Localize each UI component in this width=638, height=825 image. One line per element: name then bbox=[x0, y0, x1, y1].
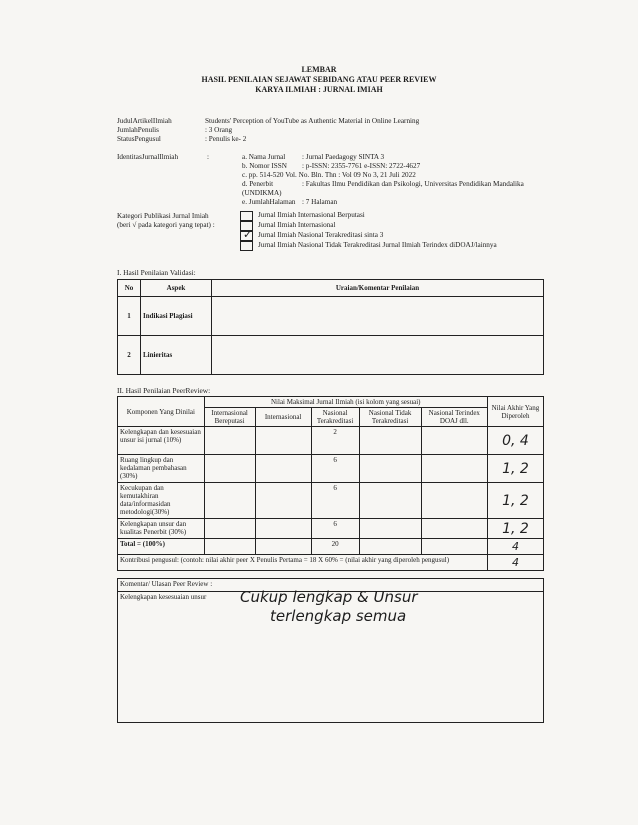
table-row: Kelengkapan dan kesesuaian unsur isi jurnal (10%) 2 0, 4 bbox=[118, 427, 544, 455]
col-nasional-tidak: Nasional Tidak Terakreditasi bbox=[359, 408, 421, 427]
pp-vol-row: c. pp. 514-520 Vol. No. Bln. Thn : Vol 09 No 3, 21 Juli 2022 bbox=[242, 171, 416, 179]
table-row: Kelengkapan unsur dan kualitas Penerbit (30%) 6 1, 2 bbox=[118, 519, 544, 539]
document-page: LEMBAR HASIL PENILAIAN SEJAWAT SEBIDANG ATAU PEER REVIEW KARYA ILMIAH : JURNAL IMIAH JudulArtikelIlmiah Students' Perception of YouTube as Authentic Material in Online Learning JumlahPenulis : 3 Orang StatusPengusul : Penulis ke- 2 IdentitasJurnalIlmiah : a. Nama Jurnal : Jurnal Paedagogy SINTA 3 b. Nomor ISSN : p-ISSN: 2355-7761 e-ISSN: 2722-4627 c. pp. 514-520 Vol. No. Bln. Thn : Vol 09 No 3, 21 Juli 2022 d. Penerbit : Fakultas Ilmu Pendidikan dan Psikologi, Universitas Pendidikan Mandalika (UNDIKMA) e. JumlahHalaman : 7 Halaman Kategori Publikasi Jurnal Imiah (beri √ pada kategori yang tepat) : Jurnal Ilmiah Internasional Berputasi Jurnal Ilmiah Internasional ✓ Jurnal Ilmiah Nasional Terakreditasi sinta 3 Jurnal Ilmiah Nasional Tidak Terakreditasi Jurnal Ilmiah Terindex diDOAJ/lainnya I. Hasil Penilaian Validasi: No Aspek Uraian/Komentar Penilaian 1 Indikasi Plagiasi 2 Linieritas II. Hasil Penilaian PeerReview: Komponen Yang Dinilai Nilai Maksimal Jurnal Ilmiah (isi kolom yang sesuai) Nilai Akhir Yang Diperoleh Internasional Bereputasi Internasional Nasional Terakreditasi Nasional Tidak Terakreditasi Nasional Terindex DOAJ dll. Kelengkapan dan kesesuaian unsur isi jurnal (10%) 2 0, 4 Ruang lingkup dan kedalaman pembahasan (30%) 6 1, 2 Kecukupan dan kemutakhiran data/informasidan metodologi(30%) 6 1, 2 Kelengkapan unsur dan kualitas Penerbit (30%) 6 1, 2 Total = (100%) 20 4 Kontribusi pengusul: (contoh: nilai akhir peer X Penulis Pertama = 18 X 60% = (nilai akhir yang diperoleh pengusul) 4 Komentar/ Ulasan Peer Review : Kelengkapan kesesuaian unsur Cukup lengkap & Unsur terlengkap semua bbox=[0, 0, 638, 825]
issn-row: b. Nomor ISSN : p-ISSN: 2355-7761 e-ISSN: 2722-4627 bbox=[242, 162, 421, 170]
penerbit-cont: (UNDIKMA) bbox=[242, 189, 282, 197]
identitas-colon: : bbox=[207, 153, 209, 161]
handwritten-comment: Cukup lengkap & Unsur terlengkap semua bbox=[240, 588, 418, 625]
uraian-cell[interactable] bbox=[212, 297, 544, 336]
table-row: 2 Linieritas bbox=[118, 336, 544, 375]
col-komponen: Komponen Yang Dinilai bbox=[118, 397, 205, 427]
jumlah-halaman-row: e. JumlahHalaman : 7 Halaman bbox=[242, 198, 338, 206]
judul-label: JudulArtikelIlmiah bbox=[117, 117, 172, 125]
komentar-label[interactable]: Kelengkapan kesesuaian unsur bbox=[118, 592, 544, 723]
col-uraian: Uraian/Komentar Penilaian bbox=[212, 280, 544, 297]
col-aspek: Aspek bbox=[141, 280, 212, 297]
penerbit-row: d. Penerbit : Fakultas Ilmu Pendidikan dan Psikologi, Universitas Pendidikan Mandalika bbox=[242, 180, 524, 188]
jumlah-penulis-value: : 3 Orang bbox=[205, 126, 233, 134]
col-no: No bbox=[118, 280, 141, 297]
nilai-akhir-handwritten: 1, 2 bbox=[487, 483, 543, 519]
col-internasional: Internasional bbox=[255, 408, 311, 427]
col-intl-bereputasi: Internasional Bereputasi bbox=[204, 408, 255, 427]
title-karya-ilmiah: KARYA ILMIAH : JURNAL IMIAH bbox=[255, 85, 383, 94]
validasi-heading: I. Hasil Penilaian Validasi: bbox=[117, 268, 196, 277]
checkbox[interactable] bbox=[240, 241, 253, 251]
col-nasional-terakreditasi: Nasional Terakreditasi bbox=[311, 408, 359, 427]
nilai-akhir-handwritten: 1, 2 bbox=[487, 455, 543, 483]
identitas-label: IdentitasJurnalIlmiah bbox=[117, 153, 179, 161]
status-pengusul-label: StatusPengusul bbox=[117, 135, 161, 143]
table-row: 1 Indikasi Plagiasi bbox=[118, 297, 544, 336]
col-nilai-maksimal: Nilai Maksimal Jurnal Ilmiah (isi kolom yang sesuai) bbox=[204, 397, 487, 408]
col-nilai-akhir: Nilai Akhir Yang Diperoleh bbox=[487, 397, 543, 427]
checkbox-checked[interactable] bbox=[240, 231, 253, 241]
nama-jurnal-row: a. Nama Jurnal : Jurnal Paedagogy SINTA 3 bbox=[242, 153, 385, 161]
validasi-table bbox=[117, 279, 544, 375]
checkbox[interactable] bbox=[240, 211, 253, 221]
title-lembar: LEMBAR bbox=[301, 65, 337, 74]
judul-value: Students' Perception of YouTube as Authentic Material in Online Learning bbox=[205, 117, 420, 125]
kategori-label: Kategori Publikasi Jurnal Imiah (beri √ pada kategori yang tepat) : bbox=[117, 212, 215, 229]
col-nasional-terindex: Nasional Terindex DOAJ dll. bbox=[421, 408, 487, 427]
table-row: Ruang lingkup dan kedalaman pembahasan (30%) 6 1, 2 bbox=[118, 455, 544, 483]
jumlah-penulis-label: JumlahPenulis bbox=[117, 126, 159, 134]
peer-heading: II. Hasil Penilaian PeerReview: bbox=[117, 386, 211, 395]
article-meta bbox=[117, 117, 419, 144]
table-row: Kecukupan dan kemutakhiran data/informasidan metodologi(30%) 6 1, 2 bbox=[118, 483, 544, 519]
nilai-akhir-handwritten: 1, 2 bbox=[487, 519, 543, 539]
title-hasil-penilaian: HASIL PENILAIAN SEJAWAT SEBIDANG ATAU PEER REVIEW bbox=[201, 75, 437, 84]
uraian-cell[interactable] bbox=[212, 336, 544, 375]
peer-review-table bbox=[117, 396, 544, 571]
komentar-heading: Komentar/ Ulasan Peer Review : bbox=[118, 579, 544, 592]
total-row: Total = (100%) 20 4 bbox=[118, 539, 544, 555]
status-pengusul-value: : Penulis ke- 2 bbox=[205, 135, 247, 143]
check-mark-icon: ✓ bbox=[243, 229, 253, 241]
nilai-akhir-handwritten: 0, 4 bbox=[487, 427, 543, 455]
kontribusi-row: Kontribusi pengusul: (contoh: nilai akhir peer X Penulis Pertama = 18 X 60% = (nilai akhir yang diperoleh pengusul) 4 bbox=[118, 555, 544, 571]
